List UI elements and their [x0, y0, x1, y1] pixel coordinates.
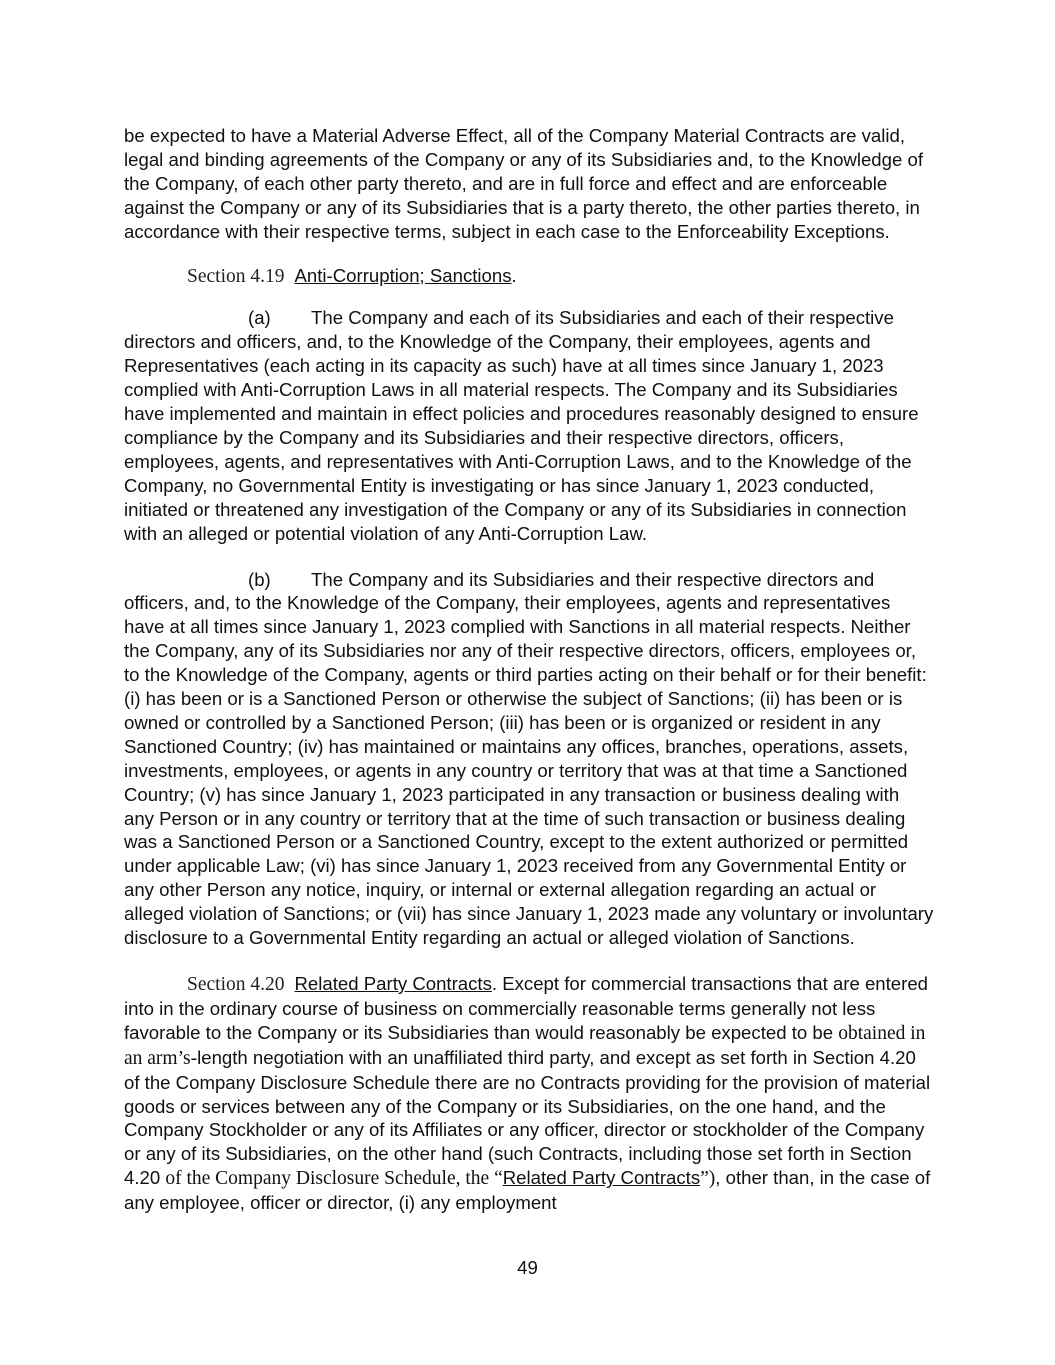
section-title-suffix: . — [511, 264, 517, 286]
page-number: 49 — [517, 1257, 538, 1278]
section-text: . Except for commercial transactions that are entered into in the ordinary course of business on commercially reasonable terms generally not less favorable to the Company or its Subsidiaries than would reasonably be expected to be — [124, 973, 929, 1043]
section-number: Section 4.19 — [187, 265, 285, 287]
subsection-b — [124, 568, 934, 951]
document-page — [124, 124, 934, 1215]
subsection-text: The Company and each of its Subsidiaries and each of their respective directors and officers, and, to the Knowledge of the Company, their employees, agents and Representatives (each acting in its capacity as such) have at all times since January 1, 2023 complied with Anti-Corruption Laws in all material respects. The Company and its Subsidiaries have implemented and maintain in effect policies and procedures reasonably designed to ensure compliance by the Company and its Subsidiaries and their respective directors, officers, employees, agents, and representatives with Anti-Corruption Laws, and to the Knowledge of the Company, no Governmental Entity is investigating or has since January 1, 2023 conducted, initiated or threatened any investigation of the Company or any of its Subsidiaries in connection with an alleged or potential violation of any Anti-Corruption Law. — [124, 307, 919, 544]
section-text: , other than, in the case of any employee, officer or director, (i) any employment — [124, 1167, 931, 1214]
section-text-serif: obtained in an arm’s- — [124, 1022, 926, 1069]
subsection-text: The Company and its Subsidiaries and their respective directors and officers, and, to the Knowledge of the Company, their employees, agents and representatives have at all times since January 1, 2023 complied with Sanctions in all material respects. Neither the Company, any of its Subsidiaries nor any of their respective directors, officers, employees or, to the Knowledge of the Company, agents or third parties acting on their behalf or for their benefit: (i) has been or is a Sanctioned Person or otherwise the subject of Sanctions; (ii) has been or is owned or controlled by a Sanctioned Person; (iii) has been or is organized or resident in any Sanctioned Country; (iv) has maintained or maintains any offices, branches, operations, assets, investments, employees, or agents in any country or territory that was at that time a Sanctioned Country; (v) has since January 1, 2023 participated in any transaction or business dealing with any Person or in any country or territory that at the time of such transaction or business dealing was a Sanctioned Person or a Sanctioned Country, except to the extent authorized or permitted under applicable Law; (vi) has since January 1, 2023 received from any Governmental Entity or any other Person any notice, inquiry, or internal or external allegation regarding an actual or alleged violation of Sanctions; or (vii) has since January 1, 2023 made any voluntary or involuntary disclosure to a Governmental Entity regarding an actual or alleged violation of Sanctions. — [124, 568, 934, 949]
section-title: Related Party Contracts — [294, 973, 492, 994]
section-text-serif: ”) — [700, 1168, 716, 1190]
section-title: Anti-Corruption; Sanctions — [294, 264, 512, 286]
defined-term: Related Party Contracts — [502, 1167, 701, 1189]
subsection-a — [124, 306, 934, 545]
section-text-serif: of the Company Disclosure Schedule, the “ — [165, 1168, 503, 1190]
section-number: Section 4.20 — [187, 974, 285, 995]
subsection-label: (a) — [248, 307, 271, 329]
section-4-20-paragraph — [124, 972, 934, 1215]
paragraph-continuation: be expected to have a Material Adverse Effect, all of the Company Material Contracts are valid, legal and binding agreements of the Company or any of its Subsidiaries and, to the Knowledge of the Company, of each other party thereto, and are in full force and effect and are enforceable against the Company or any of its Subsidiaries that is a party thereto, the other parties thereto, in accordance with their respective terms, subject in each case to the Enforceability Exceptions. — [124, 125, 924, 242]
subsection-label: (b) — [248, 568, 271, 590]
section-text: length negotiation with an unaffiliated third party, and except as set forth in Section 4.20 of the Company Disclosure Schedule there are no Contracts providing for the provision of material goods or services between any of the Company or its Subsidiaries, on the one hand, and the Company Stockholder or any of its Affiliates or any officer, director or stockholder of the Company or any of its Subsidiaries, on the other hand (such Contracts, including those set forth in Section 4.20 — [124, 1046, 931, 1189]
section-4-19-heading — [124, 264, 934, 289]
